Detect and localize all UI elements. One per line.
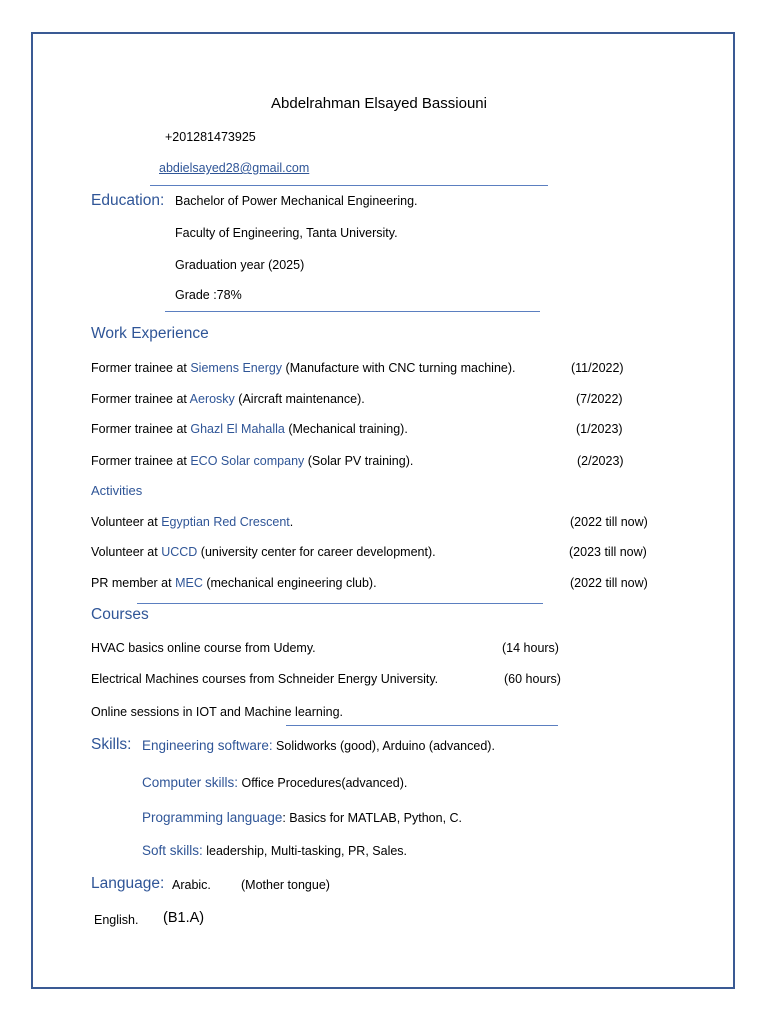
activity-item xyxy=(91,575,377,591)
skill-label: Programming language xyxy=(142,810,283,825)
activity-item xyxy=(91,544,436,560)
work-org: Ghazl El Mahalla xyxy=(190,422,285,436)
activity-item xyxy=(91,514,293,530)
skill-value: Solidworks (good), Arduino (advanced). xyxy=(272,739,495,753)
work-item-desc: (Manufacture with CNC turning machine). xyxy=(282,361,516,375)
skill-value: leadership, Multi-tasking, PR, Sales. xyxy=(202,844,408,858)
activity-date: (2022 till now) xyxy=(570,515,648,529)
work-item-desc: (Aircraft maintenance). xyxy=(234,392,365,406)
education-line: Bachelor of Power Mechanical Engineering. xyxy=(175,194,418,208)
skill-item xyxy=(142,775,407,791)
activity-prefix: PR member at xyxy=(91,576,176,590)
work-item-desc: (Mechanical training). xyxy=(284,422,408,436)
activity-desc: . xyxy=(289,515,294,529)
work-date: (2/2023) xyxy=(577,454,624,468)
education-line: Grade :78% xyxy=(175,288,242,302)
work-item xyxy=(91,453,413,469)
divider xyxy=(165,311,540,312)
work-item-prefix: Former trainee at xyxy=(91,454,191,468)
skill-item xyxy=(142,843,407,859)
course-item: Electrical Machines courses from Schneider Energy University. xyxy=(91,672,439,686)
language-level: (Mother tongue) xyxy=(241,878,330,892)
skill-item xyxy=(142,810,462,826)
skill-item xyxy=(142,738,495,754)
work-org: Siemens Energy xyxy=(190,361,283,375)
activity-desc: (university center for career development). xyxy=(197,545,436,559)
work-experience-heading: Work Experience xyxy=(91,325,209,342)
activity-org: Egyptian Red Crescent xyxy=(161,515,290,529)
work-item-desc: (Solar PV training). xyxy=(304,454,414,468)
activity-prefix: Volunteer at xyxy=(91,515,162,529)
skill-label: Soft skills: xyxy=(142,843,203,858)
work-date: (11/2022) xyxy=(571,361,624,375)
work-date: (7/2022) xyxy=(576,392,623,406)
phone-number: +201281473925 xyxy=(165,130,256,144)
skill-label: Computer skills: xyxy=(142,775,239,790)
divider xyxy=(286,725,558,726)
email-link[interactable]: abdielsayed28@gmail.com xyxy=(159,161,310,175)
education-line: Graduation year (2025) xyxy=(175,258,305,272)
work-item-prefix: Former trainee at xyxy=(91,361,191,375)
language-name: Arabic. xyxy=(172,878,211,892)
course-item: Online sessions in IOT and Machine learning. xyxy=(91,705,343,719)
course-hours: (14 hours) xyxy=(502,641,559,655)
work-item-prefix: Former trainee at xyxy=(91,392,190,406)
education-line: Faculty of Engineering, Tanta University. xyxy=(175,226,398,240)
work-item xyxy=(91,421,408,437)
activity-org: UCCD xyxy=(161,545,198,559)
candidate-name: Abdelrahman Elsayed Bassiouni xyxy=(271,95,487,112)
activity-date: (2023 till now) xyxy=(569,545,647,559)
work-item xyxy=(91,391,365,407)
language-name: English. xyxy=(94,913,139,927)
skills-heading: Skills: xyxy=(91,736,132,753)
work-date: (1/2023) xyxy=(576,422,623,436)
education-heading: Education: xyxy=(91,192,165,209)
divider xyxy=(137,603,543,604)
work-org: ECO Solar company xyxy=(190,454,305,468)
skill-label: Engineering software: xyxy=(142,738,273,753)
language-level: (B1.A) xyxy=(163,910,205,926)
course-item: HVAC basics online course from Udemy. xyxy=(91,641,316,655)
activity-prefix: Volunteer at xyxy=(91,545,162,559)
work-org: Aerosky xyxy=(189,392,235,406)
courses-heading: Courses xyxy=(91,606,149,623)
activity-desc: (mechanical engineering club). xyxy=(202,576,377,590)
activities-heading: Activities xyxy=(91,483,143,498)
course-hours: (60 hours) xyxy=(504,672,561,686)
divider xyxy=(150,185,548,186)
work-item xyxy=(91,360,516,376)
skill-value: : Basics for MATLAB, Python, C. xyxy=(282,811,463,825)
activity-org: MEC xyxy=(175,576,203,590)
work-item-prefix: Former trainee at xyxy=(91,422,191,436)
skill-value: Office Procedures(advanced). xyxy=(238,776,408,790)
activity-date: (2022 till now) xyxy=(570,576,648,590)
language-heading: Language: xyxy=(91,875,165,892)
